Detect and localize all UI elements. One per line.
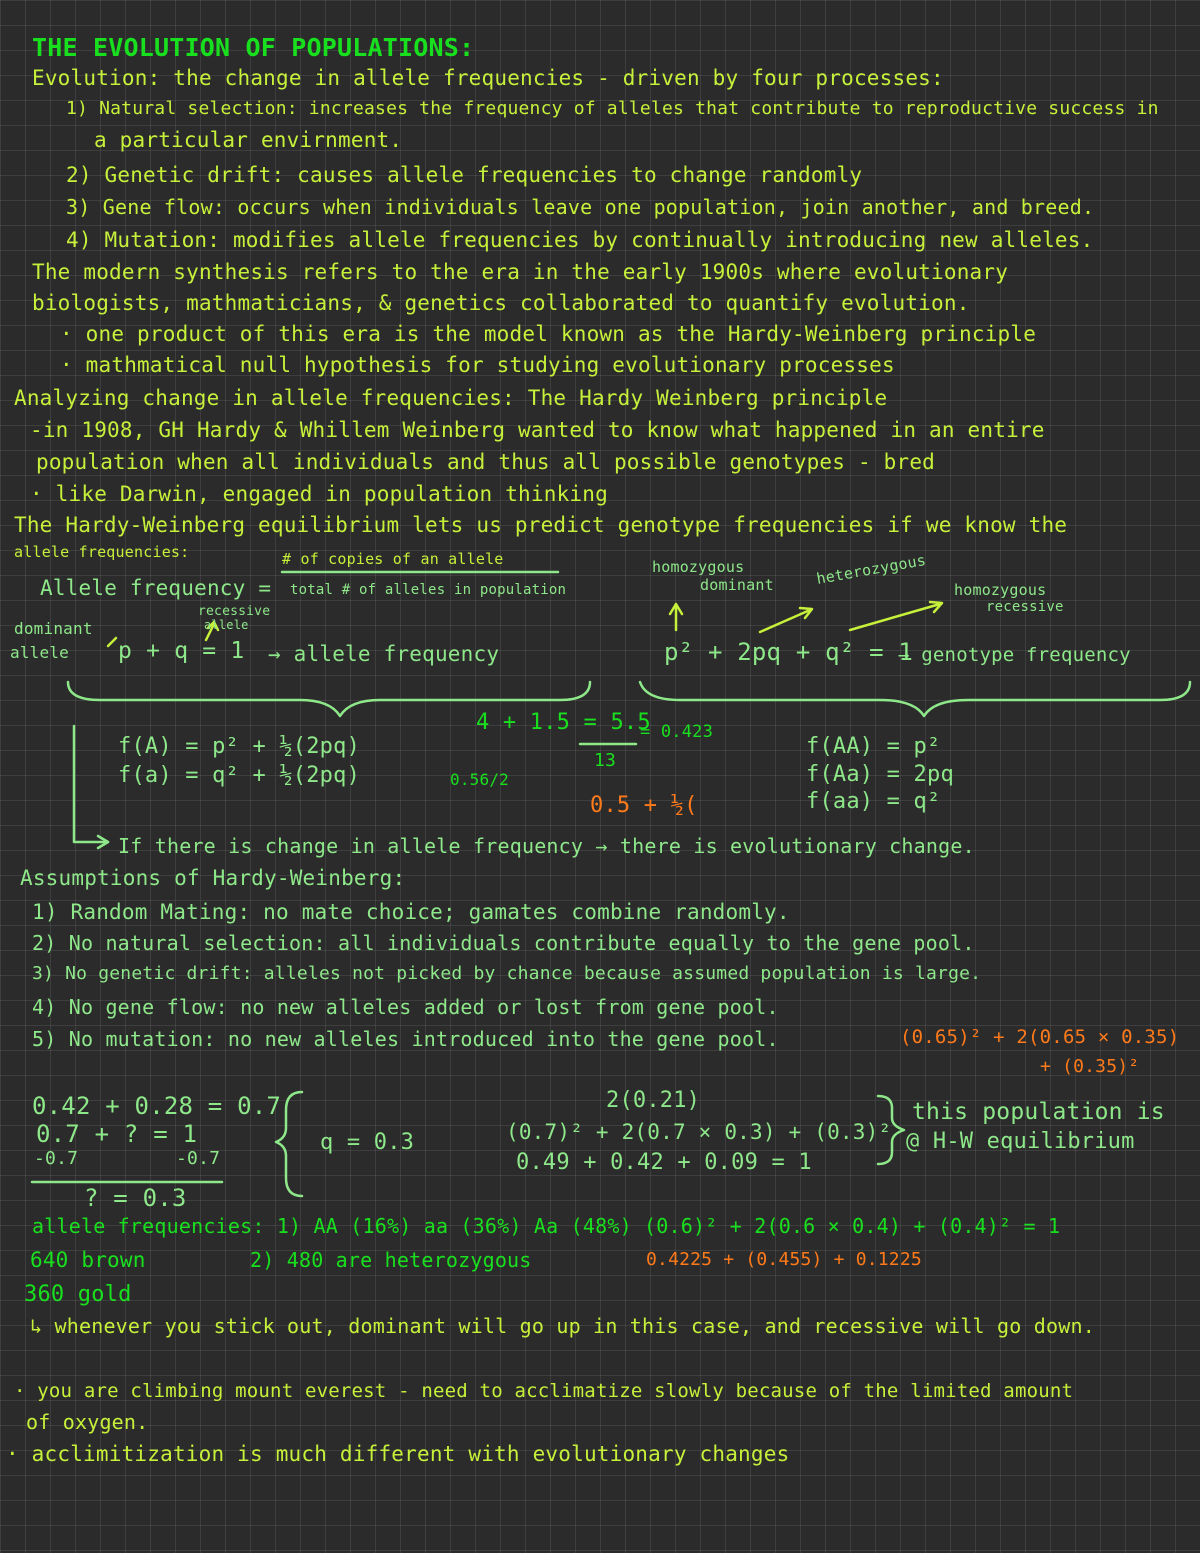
conclusion-line-1: this population is (912, 1099, 1165, 1125)
heterozygous-count: 2) 480 are heterozygous (250, 1248, 532, 1272)
heterozygous-label: heterozygous (815, 551, 928, 588)
assumption-no-mutation: 5) No mutation: no new alleles introduced into the gene pool. (32, 1027, 779, 1051)
allele-equation-result: → allele frequency (268, 642, 500, 666)
synthesis-line-2: biologists, mathmaticians, & genetics collaborated to quantify evolution. (32, 291, 970, 315)
calc-orange: 0.5 + ½( (590, 793, 698, 818)
homozygous-recessive-label-1: homozygous (954, 581, 1047, 599)
assumptions-heading: Assumptions of Hardy-Weinberg: (20, 866, 406, 890)
assumption-no-drift: 3) No genetic drift: alleles not picked by chance because assumed population is large. (32, 963, 982, 984)
problem-hw-equation: (0.7)² + 2(0.7 × 0.3) + (0.3)² (506, 1120, 892, 1144)
gold-count: 360 gold (24, 1282, 132, 1307)
problem-q-value: q = 0.3 (320, 1130, 415, 1155)
formula-f-aa-dominant: f(AA) = p² (806, 734, 941, 759)
problem-top-value: 2(0.21) (606, 1088, 701, 1113)
arrow-heterozygous (760, 608, 812, 632)
calc-half: 0.56/2 (450, 770, 509, 789)
calc-denominator: 13 (594, 750, 617, 771)
arrow-homozygous-recessive (850, 602, 942, 630)
genotype-equation: p² + 2pq + q² = 1 (664, 638, 914, 666)
homozygous-dominant-label-2: dominant (700, 576, 774, 594)
problem-step-1: 0.42 + 0.28 = 0.7 (32, 1092, 282, 1120)
allele-equation: p + q = 1 (118, 638, 245, 664)
dominant-label: dominant (14, 619, 93, 638)
assumption-no-selection: 2) No natural selection: all individuals contribute equally to the gene pool. (32, 931, 975, 955)
analyzing-heading: Analyzing change in allele frequencies: The Hardy Weinberg principle (14, 386, 888, 410)
brown-count: 640 brown (30, 1248, 146, 1272)
evolutionary-change-note: If there is change in allele frequency → there is evolutionary change. (118, 834, 975, 858)
fraction-denominator: total # of alleles in population (290, 582, 567, 598)
process-natural-selection-cont: a particular envirnment. (94, 128, 403, 152)
dominant-allele-label: allele (10, 643, 69, 662)
problem-step-4: ? = 0.3 (84, 1184, 187, 1212)
analyzing-line-5: allele frequencies: (14, 543, 190, 561)
problem-step-3b: -0.7 (176, 1148, 221, 1169)
orange-expression-2: + (0.35)² (1040, 1056, 1140, 1077)
synthesis-line-1: The modern synthesis refers to the era in the early 1900s where evolutionary (32, 260, 1009, 284)
process-genetic-drift: 2) Genetic drift: causes allele frequencies to change randomly (66, 163, 863, 187)
synthesis-bullet-1: · one product of this era is the model known as the Hardy-Weinberg principle (60, 322, 1037, 346)
formula-f-small-a: f(a) = q² + ½(2pq) (118, 763, 361, 788)
note-everest-cont: of oxygen. (26, 1410, 149, 1434)
conclusion-line-2: @ H-W equilibrium (906, 1129, 1135, 1154)
recessive-label: recessive (198, 604, 271, 619)
analyzing-line-3: · like Darwin, engaged in population thinking (30, 482, 608, 506)
problem-step-2: 0.7 + ? = 1 (36, 1120, 198, 1148)
recessive-allele-label: allele (204, 618, 249, 632)
calc-result: = 0.423 (640, 722, 714, 742)
orange-sum: 0.4225 + (0.455) + 0.1225 (646, 1249, 922, 1270)
genotype-equation-result: → genotype frequency (898, 644, 1131, 666)
process-natural-selection: 1) Natural selection: increases the frequency of alleles that contribute to reproductive success in (66, 98, 1159, 119)
note-acclimitization: · acclimitization is much different with evolutionary changes (6, 1442, 790, 1466)
analyzing-line-1: -in 1908, GH Hardy & Whillem Weinberg wanted to know what happened in an entire (30, 418, 1045, 442)
problem-hw-sum: 0.49 + 0.42 + 0.09 = 1 (516, 1150, 812, 1175)
formula-f-aa-recessive: f(aa) = q² (806, 789, 941, 814)
assumption-no-gene-flow: 4) No gene flow: no new alleles added or lost from gene pool. (32, 995, 779, 1019)
evolution-definition: Evolution: the change in allele frequencies - driven by four processes: (32, 66, 944, 90)
homozygous-dominant-label-1: homozygous (652, 558, 745, 576)
arrow-bracket-line (74, 726, 108, 842)
calc-sum: 4 + 1.5 = 5.5 (476, 710, 651, 735)
allele-frequencies-line: allele frequencies: 1) AA (16%) aa (36%) Aa (48%) (0.6)² + 2(0.6 × 0.4) + (0.4)² = 1 (32, 1214, 1061, 1238)
problem-step-3a: -0.7 (34, 1148, 79, 1169)
right-brace (640, 682, 1190, 716)
homozygous-recessive-label-2: recessive (986, 599, 1064, 615)
formula-f-big-a: f(A) = p² + ½(2pq) (118, 734, 361, 759)
arrow-up-homozygous (670, 604, 682, 630)
process-gene-flow: 3) Gene flow: occurs when individuals leave one population, join another, and breed. (66, 195, 1095, 219)
page-title: THE EVOLUTION OF POPULATIONS: (32, 33, 475, 62)
analyzing-line-2: population when all individuals and thus all possible genotypes - bred (36, 450, 936, 474)
allele-frequency-label: Allele frequency = (40, 576, 272, 600)
fraction-numerator: # of copies of an allele (282, 550, 504, 568)
orange-expression-1: (0.65)² + 2(0.65 × 0.35) (900, 1026, 1180, 1048)
process-mutation: 4) Mutation: modifies allele frequencies by continually introducing new alleles. (66, 228, 1094, 252)
analyzing-line-4: The Hardy-Weinberg equilibrium lets us predict genotype frequencies if we know the (14, 513, 1068, 537)
synthesis-bullet-2: · mathmatical null hypothesis for studying evolutionary processes (60, 353, 895, 377)
arrow-dominant-allele (108, 638, 116, 646)
formula-f-aa-hetero: f(Aa) = 2pq (806, 762, 954, 787)
assumption-random-mating: 1) Random Mating: no mate choice; gamates combine randomly. (32, 900, 790, 924)
whenever-note: ↳ whenever you stick out, dominant will go up in this case, and recessive will go down. (30, 1314, 1095, 1338)
note-everest: · you are climbing mount everest - need to acclimatize slowly because of the limited amount (14, 1380, 1074, 1402)
